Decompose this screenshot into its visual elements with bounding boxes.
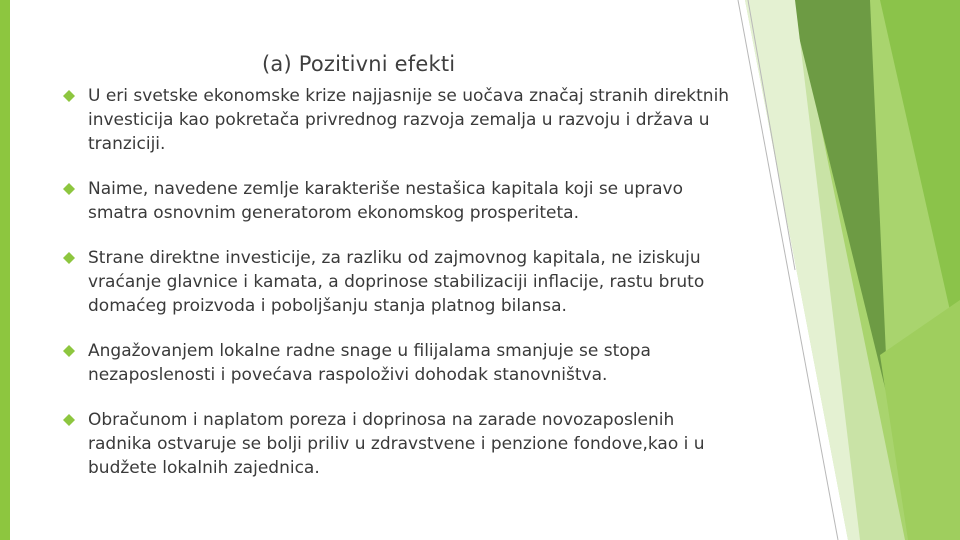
bullet-text: U eri svetske ekonomske krize najjasnije se uočava značaj stranih direktnih investicija kao pokretača privrednog razvoja zemalja u razvoju i država u tranziciji. — [88, 86, 730, 154]
diamond-bullet-icon — [63, 90, 75, 102]
left-accent-strip — [0, 0, 10, 540]
diamond-bullet-icon — [63, 345, 75, 357]
diamond-bullet-icon — [63, 183, 75, 195]
bullet-text: Naime, navedene zemlje karakteriše nestašica kapitala koji se upravo smatra osnovnim generatorom ekonomskog prosperiteta. — [88, 179, 683, 223]
bullet-text: Strane direktne investicije, za razliku od zajmovnog kapitala, ne iziskuju vraćanje glavnice i kamata, a doprinose stabilizaciji inflacije, rastu bruto domaćeg proizvoda i poboljšanju stanja platnog bilansa. — [88, 248, 705, 316]
list-item — [63, 177, 743, 225]
diamond-bullet-icon — [63, 414, 75, 426]
bullet-text: Angažovanjem lokalne radne snage u filijalama smanjuje se stopa nezaposlenosti i povećava raspoloživi dohodak stanovništva. — [88, 341, 651, 385]
list-item — [63, 408, 743, 480]
bullet-text: Obračunom i naplatom poreza i doprinosa na zarade novozaposlenih radnika ostvaruje se bolji priliv u zdravstvene i penzione fondove,kao i u budžete lokalnih zajednica. — [88, 410, 705, 478]
diamond-bullet-icon — [63, 252, 75, 264]
list-item — [63, 246, 743, 318]
bullet-list — [63, 84, 743, 501]
slide-title: (a) Pozitivni efekti — [262, 52, 456, 76]
list-item — [63, 339, 743, 387]
list-item — [63, 84, 743, 156]
